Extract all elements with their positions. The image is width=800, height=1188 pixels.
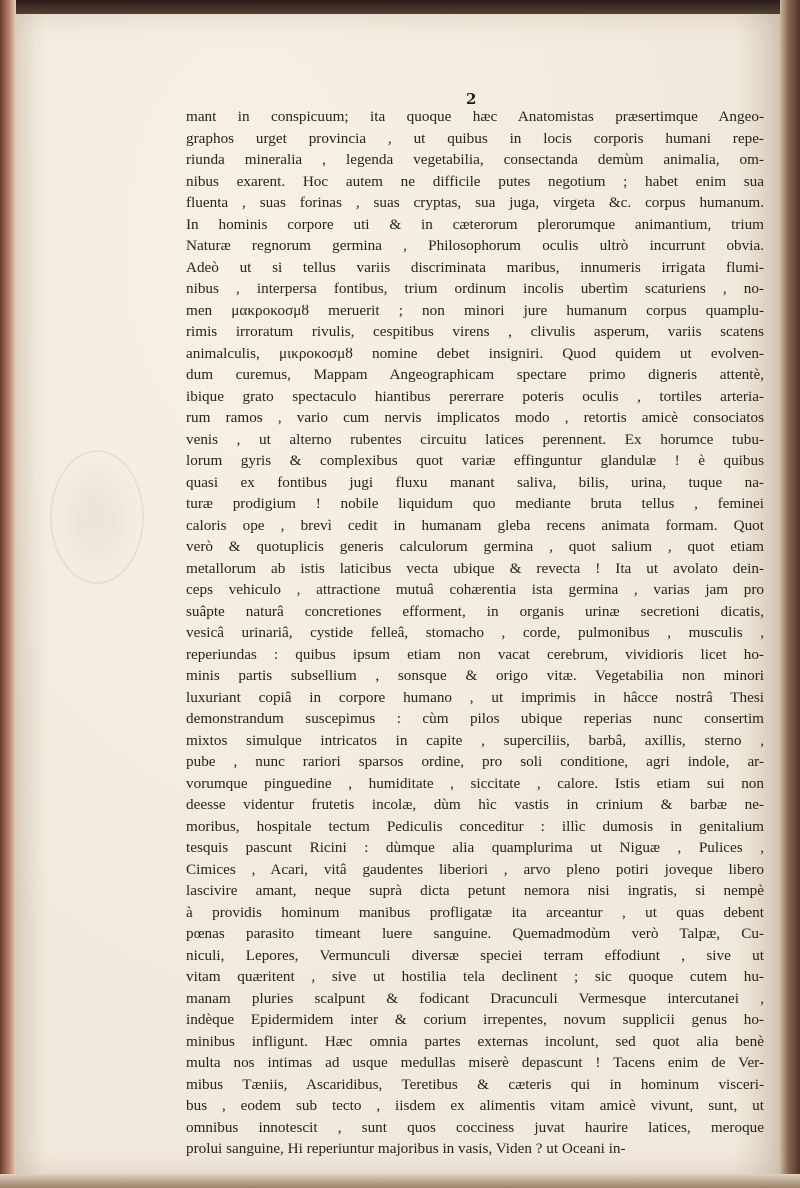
text-line: venis , ut alterno rubentes circuitu latices perennent. Ex horumce tubu-	[186, 430, 764, 448]
text-line: animalculis, μικροκοσμȣ nomine debet insigniri. Quod quidem ut evolven-	[186, 344, 764, 362]
text-line: reperiundas : quibus ipsum etiam non vacat cerebrum, vividioris licet ho-	[186, 645, 764, 663]
text-line: mixtos simulque intricatos in capite , superciliis, barbâ, axillis, sterno ,	[186, 731, 764, 749]
text-line: prolui sanguine, Hi reperiuntur majoribus in vasis, Viden ? ut Oceani in-	[186, 1140, 626, 1157]
text-line: ceps vehiculo , attractione mutuâ cohærentia ista germina , varias jam pro	[186, 581, 764, 598]
text-line: dum curemus, Mappam Angeographicam spectare primo digneris attentè,	[186, 366, 764, 383]
text-line: à providis hominum manibus profligatæ ita arceantur , ut quas debent	[186, 903, 764, 921]
book-bottom-edge	[0, 1174, 800, 1188]
text-line: vesicâ urinariâ, cystide felleâ, stomacho , corde, pulmonibus , musculis ,	[186, 624, 764, 641]
text-line: In hominis corpore uti & in cæterorum plerorumque animantium, trium	[186, 215, 764, 233]
book-binding-edge	[0, 0, 16, 1188]
text-line: indèque Epidermidem inter & corium irrepentes, novum supplicii genus ho-	[186, 1011, 764, 1028]
text-line: nibus exarent. Hoc autem ne difficile putes negotium ; habet enim sua	[186, 172, 764, 190]
faded-library-stamp	[50, 450, 144, 584]
text-line: metallorum ab istis laticibus vecta ubique & revecta ! Ita ut avolato dein-	[186, 559, 764, 577]
body-text	[186, 106, 764, 1160]
text-line: caloris ope , brevì cedit in humanam gleba recens animata formam. Quot	[186, 516, 764, 534]
text-line: Naturæ regnorum germina , Philosophorum oculis ultrò incurrunt obvia.	[186, 237, 764, 254]
text-line: nibus , interpersa fontibus, trium ordinum incolis ubertìm scaturiens , no-	[186, 280, 764, 297]
text-line: mibus Tæniis, Ascaridibus, Teretibus & cæteris qui in hominum visceri-	[186, 1075, 764, 1093]
text-line: vorumque pinguedine , humiditate , siccitate , calore. Istis etiam sui non	[186, 774, 764, 792]
text-line: riunda mineralia , legenda vegetabilia, consectanda demùm animalia, om-	[186, 151, 764, 168]
text-line: lorum gyris & complexibus quot variæ effinguntur glandulæ ! è quibus	[186, 452, 764, 469]
text-line: omnibus innotescit , sunt quos cocciness juvat haurire latices, meroque	[186, 1118, 764, 1136]
text-line: moribus, hospitale tectum Pediculis conceditur : illìc dumosis in genitalium	[186, 817, 764, 835]
text-line: men μακροκοσμȣ meruerit ; non minori jure humanum corpus quamplu-	[186, 301, 764, 319]
text-line: lascivire amant, neque suprà dicta petunt nemora nisi ingratis, si nempè	[186, 882, 764, 899]
page-number: 2	[466, 90, 477, 108]
text-line: verò & quotuplicis generis calculorum germina , quot salium , quot etiam	[186, 538, 764, 555]
text-line: deesse videntur frutetis incolæ, dùm hìc vastis in crinium & barbæ ne-	[186, 796, 764, 813]
text-line: graphos urget provincia , ut quibus in locis corporis humani repe-	[186, 129, 764, 147]
text-line: Cimices , Acari, vitâ gaudentes liberiori , arvo pleno potiri joveque libero	[186, 860, 764, 878]
text-line: minibus infligunt. Hæc omnia partes externas incolunt, sed quot alia benè	[186, 1032, 764, 1050]
text-line: pœnas parasito timeant luere sanguine. Quemadmodùm verò Talpæ, Cu-	[186, 925, 764, 942]
text-line: fluenta , suas forinas , suas cryptas, sua juga, virgeta &c. corpus humanum.	[186, 194, 764, 211]
text-line: mant in conspicuum; ita quoque hæc Anatomistas præsertimque Angeo-	[186, 108, 764, 125]
text-line: demonstrandum suscepimus : cùm pilos ubique reperias nunc consertim	[186, 710, 764, 727]
text-line: luxuriant copiâ in corpore humano , ut imprimis in hâcce nostrâ Thesi	[186, 688, 764, 706]
text-line: vitam quæritent , sive ut hostilia tela declinent ; sic quoque cutem hu-	[186, 968, 764, 985]
text-line: pube , nunc rariori sparsos ordine, pro soli conditione, agri indole, ar-	[186, 753, 764, 770]
text-line: ibique grato spectaculo hiantibus pererrare poteris oculis , tortiles arteria-	[186, 387, 764, 405]
text-line: tesquis pascunt Ricini : dùmque alia quamplurima ut Niguæ , Pulices ,	[186, 839, 764, 856]
text-line: suâpte naturâ concretiones efforment, in organis urinæ secretioni dicatis,	[186, 602, 764, 620]
text-line: multa nos intimas ad usque medullas miserè depascunt ! Tacens enim de Ver-	[186, 1054, 764, 1071]
text-line: quasi ex fontibus jugi fluxu manant saliva, bilis, urina, tuque na-	[186, 473, 764, 491]
text-line: manam pluries scalpunt & fodicant Dracunculi Vermesque intercutanei ,	[186, 989, 764, 1007]
text-line: Adeò ut si tellus variis discriminata maribus, innumeris irrigata flumi-	[186, 258, 764, 276]
text-line: bus , eodem sub tecto , iisdem ex alimentis vitam amicè vivunt, sunt, ut	[186, 1097, 764, 1114]
text-line: rum ramos , vario cum nervis implicatos modo , retortis amicè consociatos	[186, 409, 764, 426]
text-line: rimis irroratum rivulis, cespitibus virens , clivulis asperum, variis scatens	[186, 323, 764, 340]
book-fore-edge	[780, 0, 800, 1188]
text-line: turæ prodigium ! nobile liquidum quo mediante bruta tellus , feminei	[186, 495, 764, 512]
text-line: niculi, Lepores, Vermunculi diversæ speciei terram effodiunt , sive ut	[186, 946, 764, 964]
text-line: minis partis subsellium , sonsque & origo vitæ. Vegetabilia non minori	[186, 667, 764, 684]
